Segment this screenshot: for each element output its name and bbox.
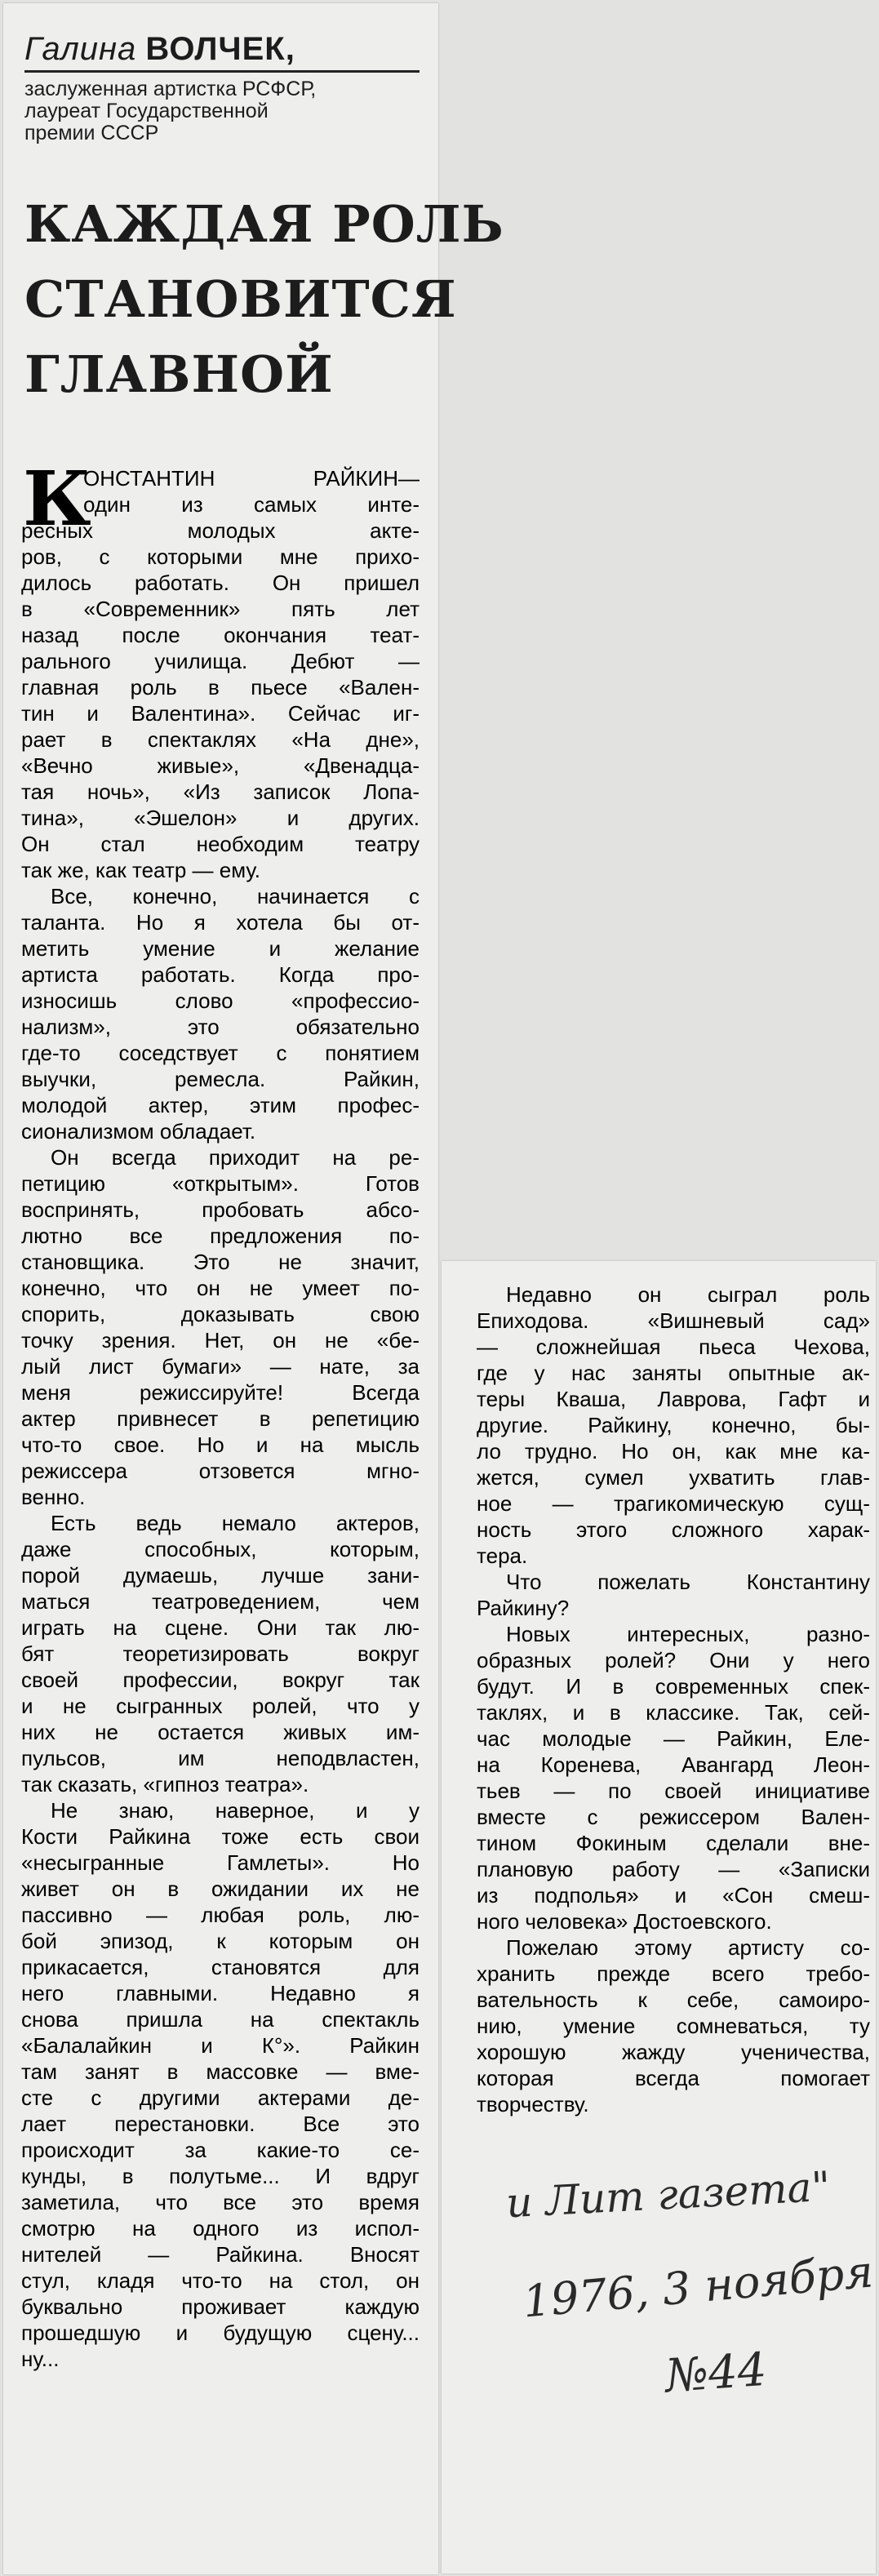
- text-line: стул, кладя что-то на стол, он: [21, 2268, 420, 2293]
- text-line: происходит за какие-то се-: [21, 2138, 420, 2162]
- text-line: Есть ведь немало актеров,: [51, 1511, 420, 1535]
- text-line: которая всегда помогает: [477, 2066, 870, 2090]
- text-line: нителей — Райкина. Вносят: [21, 2242, 420, 2267]
- author-last-name: ВОЛЧЕК,: [145, 31, 295, 67]
- text-line: хранить прежде всего требо-: [477, 1961, 870, 1986]
- text-line: него главными. Недавно я: [21, 1981, 420, 2005]
- text-line: спорить, доказывать свою: [21, 1302, 420, 1326]
- text-line: — сложнейшая пьеса Чехова,: [477, 1335, 870, 1359]
- text-line: буквально проживает каждую: [21, 2294, 420, 2319]
- author-credentials: [24, 78, 424, 144]
- handwritten-line: 1976, 3 ноября: [521, 2245, 876, 2328]
- credential-line: заслуженная артистка РСФСР,: [24, 78, 317, 100]
- text-line: актер привнесет в репетицию: [21, 1406, 420, 1431]
- text-line: и не сыгранных ролей, что у: [21, 1694, 420, 1718]
- text-line: вместе с режиссером Вален-: [477, 1805, 870, 1829]
- text-line: Все, конечно, начинается с: [51, 884, 420, 908]
- text-line: тая ночь», «Из записок Лопа-: [21, 779, 420, 804]
- text-line: венно.: [21, 1485, 86, 1509]
- text-line: пассивно — любая роль, лю-: [21, 1903, 420, 1927]
- text-line: петицию «открытым». Готов: [21, 1171, 420, 1196]
- text-line: другие. Райкину, конечно, бы-: [477, 1413, 870, 1437]
- text-line: лает перестановки. Все это: [21, 2112, 420, 2136]
- text-line: них не остается живых им-: [21, 1720, 420, 1744]
- text-line: бой эпизод, к которым он: [21, 1929, 420, 1953]
- text-line: молодой актер, этим профес-: [21, 1093, 420, 1117]
- text-line: сионализмом обладает.: [21, 1119, 256, 1144]
- text-line: метить умение и желание: [21, 936, 420, 961]
- text-line: ность этого сложного харак-: [477, 1517, 870, 1542]
- text-line: порой думаешь, лучше зани-: [21, 1563, 420, 1588]
- text-line: теры Кваша, Лаврова, Гафт и: [477, 1387, 870, 1411]
- text-line: конечно, что он не умеет по-: [21, 1276, 420, 1300]
- text-line: своей профессии, вокруг так: [21, 1668, 420, 1692]
- text-line: ну...: [21, 2347, 60, 2371]
- text-line: ОНСТАНТИН РАЙКИН—: [83, 466, 420, 491]
- text-line: прошедшую и будущую сцену...: [21, 2321, 420, 2345]
- author-name: [24, 31, 416, 73]
- text-line: в «Современник» пять лет: [21, 597, 420, 621]
- drop-cap: К: [23, 455, 91, 543]
- text-line: маться театроведением, чем: [21, 1589, 420, 1614]
- text-line: тин и Валентина». Сейчас иг-: [21, 701, 420, 726]
- text-line: рального училища. Дебют —: [21, 649, 420, 673]
- text-line: Не знаю, наверное, и у: [51, 1798, 420, 1823]
- left-column-text: [21, 455, 420, 2372]
- text-line: режиссера отзовется мгно-: [21, 1459, 420, 1483]
- text-line: лютно все предложения по-: [21, 1224, 420, 1248]
- text-line: ров, с которыми мне прихо-: [21, 544, 420, 569]
- text-line: Недавно он сыграл роль: [506, 1282, 870, 1307]
- text-line: таланта. Но я хотела бы от-: [21, 910, 420, 935]
- text-line: плановую работу — «Записки: [477, 1857, 870, 1881]
- headline-line: СТАНОВИТСЯ: [24, 269, 457, 329]
- text-line: пульсов, им неподвластен,: [21, 1746, 420, 1770]
- article-headline: [24, 187, 504, 412]
- text-line: бят теоретизировать вокруг: [21, 1641, 420, 1666]
- text-line: нию, умение сомневаться, ту: [477, 2014, 870, 2038]
- text-line: жется, сумел ухватить глав-: [477, 1465, 870, 1490]
- handwritten-line: и Лит газета": [504, 2162, 832, 2227]
- text-line: сте с другими актерами де-: [21, 2085, 420, 2110]
- handwritten-line: №44: [663, 2343, 769, 2404]
- text-line: Райкину?: [477, 1596, 570, 1620]
- author-first-name: Галина: [24, 31, 137, 67]
- text-line: Пожелаю этому артисту со-: [506, 1935, 870, 1960]
- text-line: «Вечно живые», «Двенадца-: [21, 753, 420, 778]
- text-line: тином Фокиным сделали вне-: [477, 1831, 870, 1855]
- text-line: тьев — по своей инициативе: [477, 1779, 870, 1803]
- text-line: снова пришла на спектакль: [21, 2007, 420, 2032]
- text-line: Он стал необходим театру: [21, 832, 420, 856]
- text-line: таклях, и в классике. Так, сей-: [477, 1700, 870, 1725]
- text-line: тина», «Эшелон» и других.: [21, 806, 420, 830]
- text-line: Новых интересных, разно-: [506, 1622, 870, 1646]
- text-line: вательность к себе, самоиро-: [477, 1988, 870, 2012]
- text-line: творчеству.: [477, 2092, 589, 2116]
- text-line: где у нас заняты опытные ак-: [477, 1361, 870, 1385]
- text-line: играть на сцене. Они так лю-: [21, 1615, 420, 1640]
- text-line: Он всегда приходит на ре-: [51, 1145, 420, 1170]
- text-line: так же, как театр — ему.: [21, 858, 261, 882]
- text-line: выучки, ремесла. Райкин,: [21, 1067, 420, 1091]
- text-line: дилось работать. Он пришел: [21, 571, 420, 595]
- text-line: ло трудно. Но он, как мне ка-: [477, 1439, 870, 1463]
- text-line: точку зрения. Нет, он не «бе-: [21, 1328, 420, 1352]
- text-line: лый лист бумаги» — нате, за: [21, 1354, 420, 1379]
- text-line: образных ролей? Они у него: [477, 1648, 870, 1672]
- text-line: так сказать, «гипноз театра».: [21, 1772, 309, 1797]
- text-line: из подполья» и «Сон смеш-: [477, 1883, 870, 1908]
- author-underline: [24, 70, 420, 73]
- text-line: назад после окончания теат-: [21, 623, 420, 647]
- text-line: заметила, что все это время: [21, 2190, 420, 2214]
- right-column-text: [477, 1281, 870, 2117]
- text-line: Кости Райкина тоже есть свои: [21, 1824, 420, 1849]
- text-line: износишь слово «профессио-: [21, 988, 420, 1013]
- text-line: где-то соседствует с понятием: [21, 1041, 420, 1065]
- text-line: тера.: [477, 1543, 528, 1568]
- text-line: рает в спектаклях «На дне»,: [21, 727, 420, 752]
- handwritten-source-note: [504, 2162, 876, 2441]
- text-line: час молодые — Райкин, Еле-: [477, 1726, 870, 1751]
- text-line: прикасается, становятся для: [21, 1955, 420, 1979]
- text-line: воспринять, пробовать абсо-: [21, 1197, 420, 1222]
- text-line: там занят в массовке — вме-: [21, 2059, 420, 2084]
- text-line: кунды, в полутьме... И вдруг: [21, 2164, 420, 2188]
- text-line: даже способных, которым,: [21, 1537, 420, 1561]
- text-line: Что пожелать Константину: [506, 1570, 870, 1594]
- text-line: ное — трагикомическую сущ-: [477, 1491, 870, 1516]
- text-line: становщика. Это не значит,: [21, 1250, 420, 1274]
- text-line: хорошую жажду ученичества,: [477, 2040, 870, 2064]
- text-line: Епиходова. «Вишневый сад»: [477, 1308, 870, 1333]
- text-line: на Коренева, Авангард Леон-: [477, 1752, 870, 1777]
- text-line: артиста работать. Когда про-: [21, 962, 420, 987]
- text-line: живет он в ожидании их не: [21, 1876, 420, 1901]
- text-line: смотрю на одного из испол-: [21, 2216, 420, 2241]
- text-line: «Балалайкин и К°». Райкин: [21, 2033, 420, 2058]
- headline-line: КАЖДАЯ РОЛЬ: [24, 194, 504, 254]
- text-line: «несыгранные Гамлеты». Но: [21, 1850, 420, 1875]
- text-line: ресных молодых акте-: [21, 518, 420, 543]
- text-line: меня режиссируйте! Всегда: [21, 1380, 420, 1405]
- text-line: один из самых инте-: [83, 492, 420, 517]
- text-line: будут. И в современных спек-: [477, 1674, 870, 1699]
- credential-line: премии СССР: [24, 122, 159, 144]
- text-line: ного человека» Достоевского.: [477, 1909, 772, 1934]
- text-line: что-то свое. Но и на мысль: [21, 1432, 420, 1457]
- credential-line: лауреат Государственной: [24, 100, 269, 122]
- text-line: главная роль в пьесе «Вален-: [21, 675, 420, 700]
- headline-line: ГЛАВНОЙ: [24, 344, 334, 404]
- text-line: нализм», это обязательно: [21, 1015, 420, 1039]
